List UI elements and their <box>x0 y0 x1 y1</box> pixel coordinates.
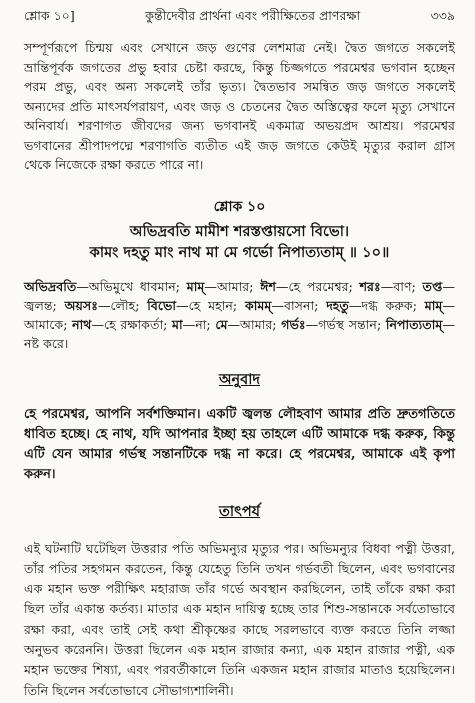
verse-line-2: কামং দহতু মাং নাথ মা মে গর্ভো নিপাত্যতাম্ ॥ ১০॥ <box>89 243 390 261</box>
synonym-meaning: আমাকে; <box>24 316 68 332</box>
synonym-word: শরঃ <box>359 278 381 294</box>
synonym-meaning: বাসনা; <box>283 297 319 313</box>
synonym-meaning: অভিমুখে ধাবমান; <box>88 278 180 294</box>
synonym-word: দহতু <box>326 297 349 313</box>
synonym-word: অভিদ্রবতি <box>24 278 77 294</box>
synonym-meaning: বাণ; <box>393 278 416 294</box>
synonym-word: কামম্ <box>244 297 272 313</box>
synonym-word: তপ্ত <box>422 278 443 294</box>
translation-title: অনুবাদ <box>218 370 261 388</box>
continuation-paragraph: সম্পূর্ণরূপে চিন্ময় এবং সেখানে জড় গুণের লেশমাত্র নেই। দ্বৈত জগতে সকলেই ভ্রান্তিপূর্বক জগতের প্রভু হবার চেষ্টা করছে, কিন্তু চিজ্জগতে পরমেশ্বর ভগবান হচ্ছেন পরম প্রভু, এবং অন্য সকলেই তাঁর ভৃত্য। দ্বৈতভাব সমন্বিত জড় জগতে সকলেই অন্যদের প্রতি মাৎসর্যপরায়ণ, এবং জড় ও চেতনের দ্বৈত অস্তিত্বের ফলে মৃত্যু সেখানে অনিবার্য। শরণাগত জীবদের জন্য ভগবানই একমাত্র অভয়প্রদ আশ্রয়। পরমেশ্বর ভগবানের শ্রীপাদপদ্মে শরণাগতি ব্যতীত এই জড় জগতে কেউই মৃত্যুর করাল গ্রাস থেকে নিজেকে রক্ষা করতে পারে না। <box>24 40 455 172</box>
synonym-meaning: জ্বলন্ত; <box>24 297 57 313</box>
synonym-word: মাম্ <box>186 278 205 294</box>
header-verse-ref: শ্লোক ১০] <box>24 8 75 23</box>
word-meanings: অভিদ্রবতি—অভিমুখে ধাবমান; মাম্—আমার; ঈশ—হে পরমেশ্বর; শরঃ—বাণ; তপ্ত—জ্বলন্ত; অয়সঃ—লৌহ; বিভো—হে মহান; কামম্—বাসনা; দহতু—দগ্ধ করুক; মাম্—আমাকে; নাথ—হে রক্ষাকর্তা; মা—না; মে—আমার; গর্ভঃ—গর্ভস্থ সন্তান; নিপাত্যতাম্—নষ্ট করে। <box>24 278 456 351</box>
synonym-meaning: আমার; <box>240 316 277 332</box>
synonym-word: নাথ <box>72 316 92 332</box>
synonym-meaning: হে মহান; <box>188 297 238 313</box>
synonym-meaning: হে রক্ষাকর্তা; <box>104 316 168 332</box>
synonym-meaning: আমার; <box>216 278 254 294</box>
verse-heading: শ্লোক ১০ <box>213 198 266 215</box>
synonym-word: অয়সঃ <box>64 297 98 313</box>
synonym-meaning: হে পরমেশ্বর; <box>288 278 353 294</box>
synonym-word: গর্ভঃ <box>281 316 306 332</box>
synonym-word: ঈশ <box>260 278 276 294</box>
page-number: ৩৩৯ <box>430 8 455 23</box>
purport-title: তাৎপর্য <box>218 502 261 520</box>
header-chapter-title: কুন্তীদেবীর প্রার্থনা এবং পরীক্ষিতের প্রাণরক্ষা <box>145 8 361 23</box>
synonym-word: মে <box>215 316 228 332</box>
synonym-meaning: নষ্ট করে। <box>24 335 69 351</box>
synonym-word: বিভো <box>147 297 177 313</box>
synonym-meaning: লৌহ; <box>110 297 140 313</box>
synonym-word: মাম্ <box>424 297 443 313</box>
synonym-meaning: দগ্ধ করুক; <box>361 297 417 313</box>
synonym-meaning: না; <box>195 316 211 332</box>
purport-text: এই ঘটনাটি ঘটেছিল উত্তরার পতি অভিমন্যুর মৃত্যুর পর। অভিমন্যুর বিধবা পত্নী উত্তরা, তাঁর পতির সহগমন করতেন, কিন্তু যেহেতু তিনি তখন গর্ভবতী ছিলেন, এবং ভগবানের এক মহান ভক্ত পরীক্ষিৎ মহারাজ তাঁর গর্ভে অবস্থান করছিলেন, তাই তাঁকে রক্ষা করা ছিল তাঁর একান্ত কর্তব্য। মাতার এক মহান দায়িত্ব হচ্ছে তার শিশু-সন্তানকে সর্বতোভাবে রক্ষা করা, এবং তাই সেই কথা শ্রীকৃষ্ণের কাছে সরলভাবে ব্যক্ত করতে তিনি লজ্জা অনুভব করেননি। উত্তরা ছিলেন এক মহান রাজার কন্যা, এক মহান রাজার পত্নী, এক মহান ভক্তের শিষ্যা, এবং পরবর্তীকালে তিনি একজন মহান রাজার মাতাও হয়েছিলেন। তিনি ছিলেন সর্বতোভাবে সৌভাগ্যশালিনী। <box>24 540 455 698</box>
synonym-word: মা <box>172 316 183 332</box>
verse-text <box>24 221 455 263</box>
verse-line-1: অভিদ্রবতি মামীশ শরস্তপ্তায়সো বিভো। <box>129 222 350 240</box>
translation-text: হে পরমেশ্বর, আপনি সর্বশক্তিমান। একটি জ্বলন্ত লৌহবাণ আমার প্রতি দ্রুতগতিতে ধাবিত হচ্ছে। হে নাথ, যদি আপনার ইচ্ছা হয় তাহলে এটি আমাকে দগ্ধ করুক, কিন্তু এটি যেন আমার গর্ভস্থ সন্তানটিকে দগ্ধ না করে। হে পরমেশ্বর, আমাকে এই কৃপা করুন। <box>24 406 455 482</box>
synonym-word: নিপাত্যতাম্ <box>385 316 443 332</box>
running-header <box>24 8 455 28</box>
synonym-meaning: গর্ভস্থ সন্তান; <box>318 316 382 332</box>
